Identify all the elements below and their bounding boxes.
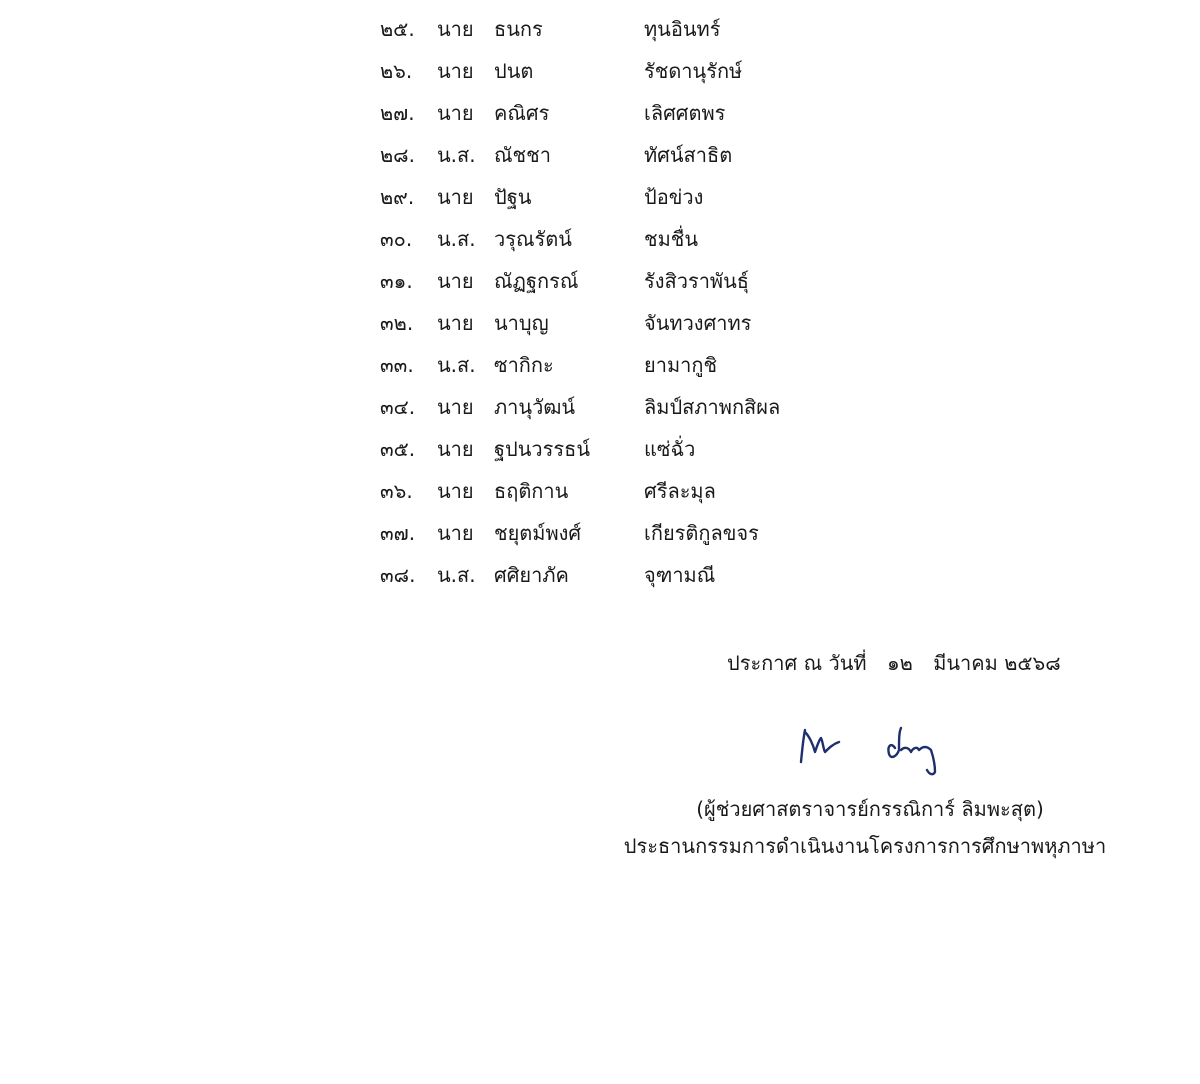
signer-name: (ผู้ช่วยศาสตราจารย์กรรณิการ์ ลิมพะสุต) [696,797,1044,821]
entry-title: นาย [437,395,474,419]
signer-position: ประธานกรรมการดำเนินงานโครงการการศึกษาพหุภาษา [623,834,1107,858]
entry-last-name: รังสิวราพันธุ์ [644,269,749,293]
entry-last-name: เกียรติกูลขจร [644,521,759,545]
entry-last-name: รัชดานุรักษ์ [644,59,743,83]
entry-title: นาย [437,479,474,503]
list-item [380,470,900,512]
announcement-day: ๑๒ [886,651,913,675]
entry-last-name: เลิศศตพร [644,101,726,125]
entry-title: นาย [437,521,474,545]
entry-title: นาย [437,437,474,461]
entry-title: น.ส. [437,143,476,167]
entry-last-name: ศรีละมุล [644,479,716,503]
entry-first-name: ภานุวัฒน์ [494,395,576,419]
entry-title: นาย [437,101,474,125]
announcement-date-line [727,646,1075,680]
entry-number: ๓๕. [380,437,416,461]
entry-title: น.ส. [437,227,476,251]
entry-number: ๒๕. [380,17,415,41]
entry-first-name: ปนต [494,59,534,83]
entry-number: ๒๗. [380,101,415,125]
announcement-prefix: ประกาศ ณ วันที่ [727,651,867,675]
list-item [380,386,900,428]
entry-number: ๓๑. [380,269,413,293]
list-item [380,176,900,218]
list-item [380,50,900,92]
entry-first-name: คณิศร [494,101,550,125]
entry-first-name: ธฤติกาน [494,479,569,503]
entry-title: นาย [437,59,474,83]
list-item [380,428,900,470]
entry-first-name: วรุณรัตน์ [494,227,572,251]
entry-number: ๓๗. [380,521,416,545]
entry-number: ๒๖. [380,59,413,83]
handwritten-signature [795,722,945,780]
entry-title: นาย [437,185,474,209]
entry-first-name: ณัฏฐกรณ์ [494,269,579,293]
list-item [380,260,900,302]
entry-last-name: ป้อข่วง [644,185,704,209]
entry-title: นาย [437,17,474,41]
entry-number: ๓๓. [380,353,414,377]
list-item [380,218,900,260]
list-item [380,344,900,386]
entry-last-name: แซ่ฉั่ว [644,437,696,461]
entry-first-name: ฐปนวรรธน์ [494,437,590,461]
entry-number: ๒๙. [380,185,415,209]
entry-first-name: ปัฐน [494,185,532,209]
list-item [380,512,900,554]
entry-title: น.ส. [437,353,476,377]
entry-title: นาย [437,311,474,335]
entry-last-name: ลิมป์สภาพกสิผล [644,395,781,419]
entry-first-name: ซากิกะ [494,353,554,377]
entry-last-name: ยามากูชิ [644,353,718,377]
entry-last-name: ชมชื่น [644,227,699,251]
entry-number: ๓๒. [380,311,414,335]
list-item [380,8,900,50]
entry-first-name: ณัชชา [494,143,551,167]
announcement-month-year: มีนาคม ๒๕๖๘ [933,651,1061,675]
list-item [380,554,900,596]
entry-last-name: ทุนอินทร์ [644,17,721,41]
entry-number: ๓๘. [380,563,416,587]
entry-number: ๓๐. [380,227,413,251]
entry-last-name: จุฑามณี [644,563,716,587]
entry-title: นาย [437,269,474,293]
list-item [380,134,900,176]
name-list [380,8,900,596]
entry-title: น.ส. [437,563,476,587]
entry-first-name: นาบุญ [494,311,549,335]
entry-first-name: ธนกร [494,17,543,41]
entry-first-name: ศศิยาภัค [494,563,569,587]
entry-last-name: ทัศน์สาธิต [644,143,733,167]
entry-number: ๓๔. [380,395,416,419]
entry-last-name: จันทวงศาทร [644,311,752,335]
list-item [380,92,900,134]
entry-number: ๒๘. [380,143,415,167]
list-item [380,302,900,344]
entry-number: ๓๖. [380,479,413,503]
entry-first-name: ชยุตม์พงศ์ [494,521,582,545]
